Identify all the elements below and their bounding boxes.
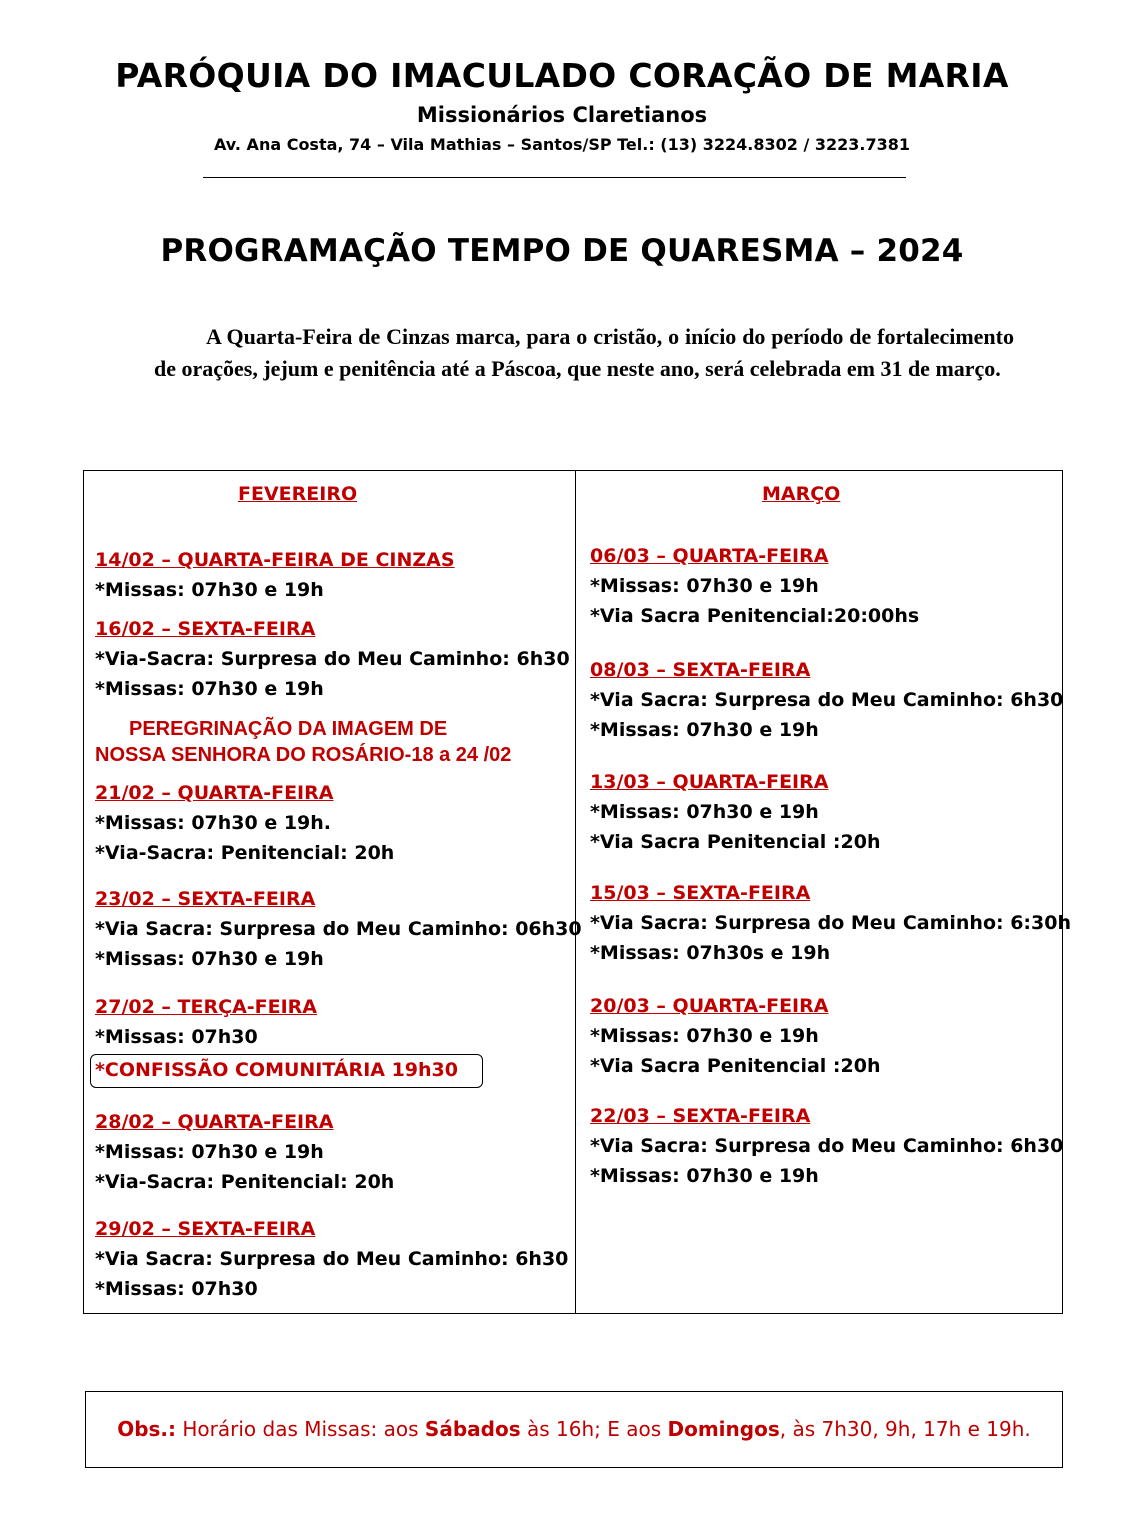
entry-line: *Missas: 07h30 e 19h. xyxy=(95,812,332,834)
entry-line: *Via-Sacra: Penitencial: 20h xyxy=(95,1171,395,1193)
entry-date: 15/03 – SEXTA-FEIRA xyxy=(590,882,811,904)
entry-date: 20/03 – QUARTA-FEIRA xyxy=(590,995,829,1017)
entry-date: 21/02 – QUARTA-FEIRA xyxy=(95,782,334,804)
entry-line: *Missas: 07h30 e 19h xyxy=(590,1025,819,1047)
missionaries-subtitle: Missionários Claretianos xyxy=(416,103,708,127)
entry-line: *Missas: 07h30 xyxy=(95,1026,258,1048)
schedule-entry xyxy=(95,992,317,1052)
february-column xyxy=(83,470,582,1314)
obs-text-2: às 16h; E aos xyxy=(520,1417,668,1441)
entry-date: 27/02 – TERÇA-FEIRA xyxy=(95,996,318,1018)
mass-schedule-note xyxy=(85,1391,1063,1468)
entry-line: *Missas: 07h30 e 19h xyxy=(95,678,324,700)
entry-line: *Missas: 07h30 e 19h xyxy=(95,1141,324,1163)
entry-date: 14/02 – QUARTA-FEIRA DE CINZAS xyxy=(95,549,455,571)
obs-sundays: Domingos xyxy=(667,1417,780,1441)
parish-address: Av. Ana Costa, 74 – Vila Mathias – Santos/SP Tel.: (13) 3224.8302 / 3223.7381 xyxy=(213,135,911,154)
schedule-entry xyxy=(590,767,880,857)
march-heading: MARÇO xyxy=(762,483,841,505)
schedule-entry xyxy=(95,545,455,605)
entry-line: *Via Sacra: Surpresa do Meu Caminho: 6h30 xyxy=(590,1135,1064,1157)
entry-date: 28/02 – QUARTA-FEIRA xyxy=(95,1111,334,1133)
entry-line: *Via Sacra: Surpresa do Meu Caminho: 6:30h xyxy=(590,912,1071,934)
obs-text-1: Horário das Missas: aos xyxy=(176,1417,425,1441)
header-divider xyxy=(203,177,906,178)
entry-line: *Via Sacra Penitencial :20h xyxy=(590,831,881,853)
obs-text-3: , às 7h30, 9h, 17h e 19h. xyxy=(779,1417,1031,1441)
entry-line: *Via Sacra: Surpresa do Meu Caminho: 6h30 xyxy=(95,1248,569,1270)
schedule-entry xyxy=(95,778,394,868)
pilgrimage-line-1: PEREGRINAÇÃO DA IMAGEM DE xyxy=(129,718,448,740)
schedule-entry xyxy=(95,1214,568,1304)
entry-line: *Via Sacra Penitencial:20:00hs xyxy=(590,605,920,627)
pilgrimage-line-2: NOSSA SENHORA DO ROSÁRIO-18 a 24 /02 xyxy=(95,744,512,766)
schedule-entry xyxy=(590,991,880,1081)
obs-saturdays: Sábados xyxy=(424,1417,521,1441)
entry-line: *Missas: 07h30 xyxy=(95,1278,258,1300)
schedule-entry xyxy=(95,1107,394,1197)
entry-date: 13/03 – QUARTA-FEIRA xyxy=(590,771,829,793)
schedule-entry xyxy=(95,614,570,704)
schedule-entry xyxy=(590,655,1063,745)
intro-paragraph: A Quarta-Feira de Cinzas marca, para o cristão, o início do período de fortalecimento de orações, jejum e penitência até a Páscoa, que neste ano, será celebrada em 31 de março. xyxy=(154,324,1014,381)
entry-line: *Via Sacra: Surpresa do Meu Caminho: 06h30 xyxy=(95,918,582,940)
entry-date: 23/02 – SEXTA-FEIRA xyxy=(95,888,316,910)
entry-line: *Missas: 07h30 e 19h xyxy=(590,801,819,823)
entry-line: *Missas: 07h30 e 19h xyxy=(590,719,819,741)
schedule-entry xyxy=(590,1101,1063,1191)
entry-line: *Missas: 07h30s e 19h xyxy=(590,942,831,964)
entry-date: 06/03 – QUARTA-FEIRA xyxy=(590,545,829,567)
schedule-entry xyxy=(590,541,919,631)
entry-date: 22/03 – SEXTA-FEIRA xyxy=(590,1105,811,1127)
schedule-entry xyxy=(95,884,582,974)
entry-line: *Via-Sacra: Surpresa do Meu Caminho: 6h30 xyxy=(95,648,570,670)
schedule-entry xyxy=(590,878,1071,968)
entry-line: *Via-Sacra: Penitencial: 20h xyxy=(95,842,395,864)
entry-line: *Via Sacra: Surpresa do Meu Caminho: 6h30 xyxy=(590,689,1064,711)
entry-line: *Missas: 07h30 e 19h xyxy=(95,948,324,970)
entry-line: *Missas: 07h30 e 19h xyxy=(590,575,819,597)
parish-name: PARÓQUIA DO IMACULADO CORAÇÃO DE MARIA xyxy=(115,56,1009,95)
obs-label: Obs.: xyxy=(117,1417,177,1441)
march-column xyxy=(575,470,1071,1314)
february-heading: FEVEREIRO xyxy=(238,483,358,505)
entry-line: *Missas: 07h30 e 19h xyxy=(95,579,324,601)
program-title: PROGRAMAÇÃO TEMPO DE QUARESMA – 2024 xyxy=(160,233,964,269)
entry-date: 16/02 – SEXTA-FEIRA xyxy=(95,618,316,640)
entry-line: *Missas: 07h30 e 19h xyxy=(590,1165,819,1187)
entry-date: 29/02 – SEXTA-FEIRA xyxy=(95,1218,316,1240)
entry-date: 08/03 – SEXTA-FEIRA xyxy=(590,659,811,681)
community-confession-box: *CONFISSÃO COMUNITÁRIA 19h30 xyxy=(90,1054,483,1088)
entry-line: *Via Sacra Penitencial :20h xyxy=(590,1055,881,1077)
